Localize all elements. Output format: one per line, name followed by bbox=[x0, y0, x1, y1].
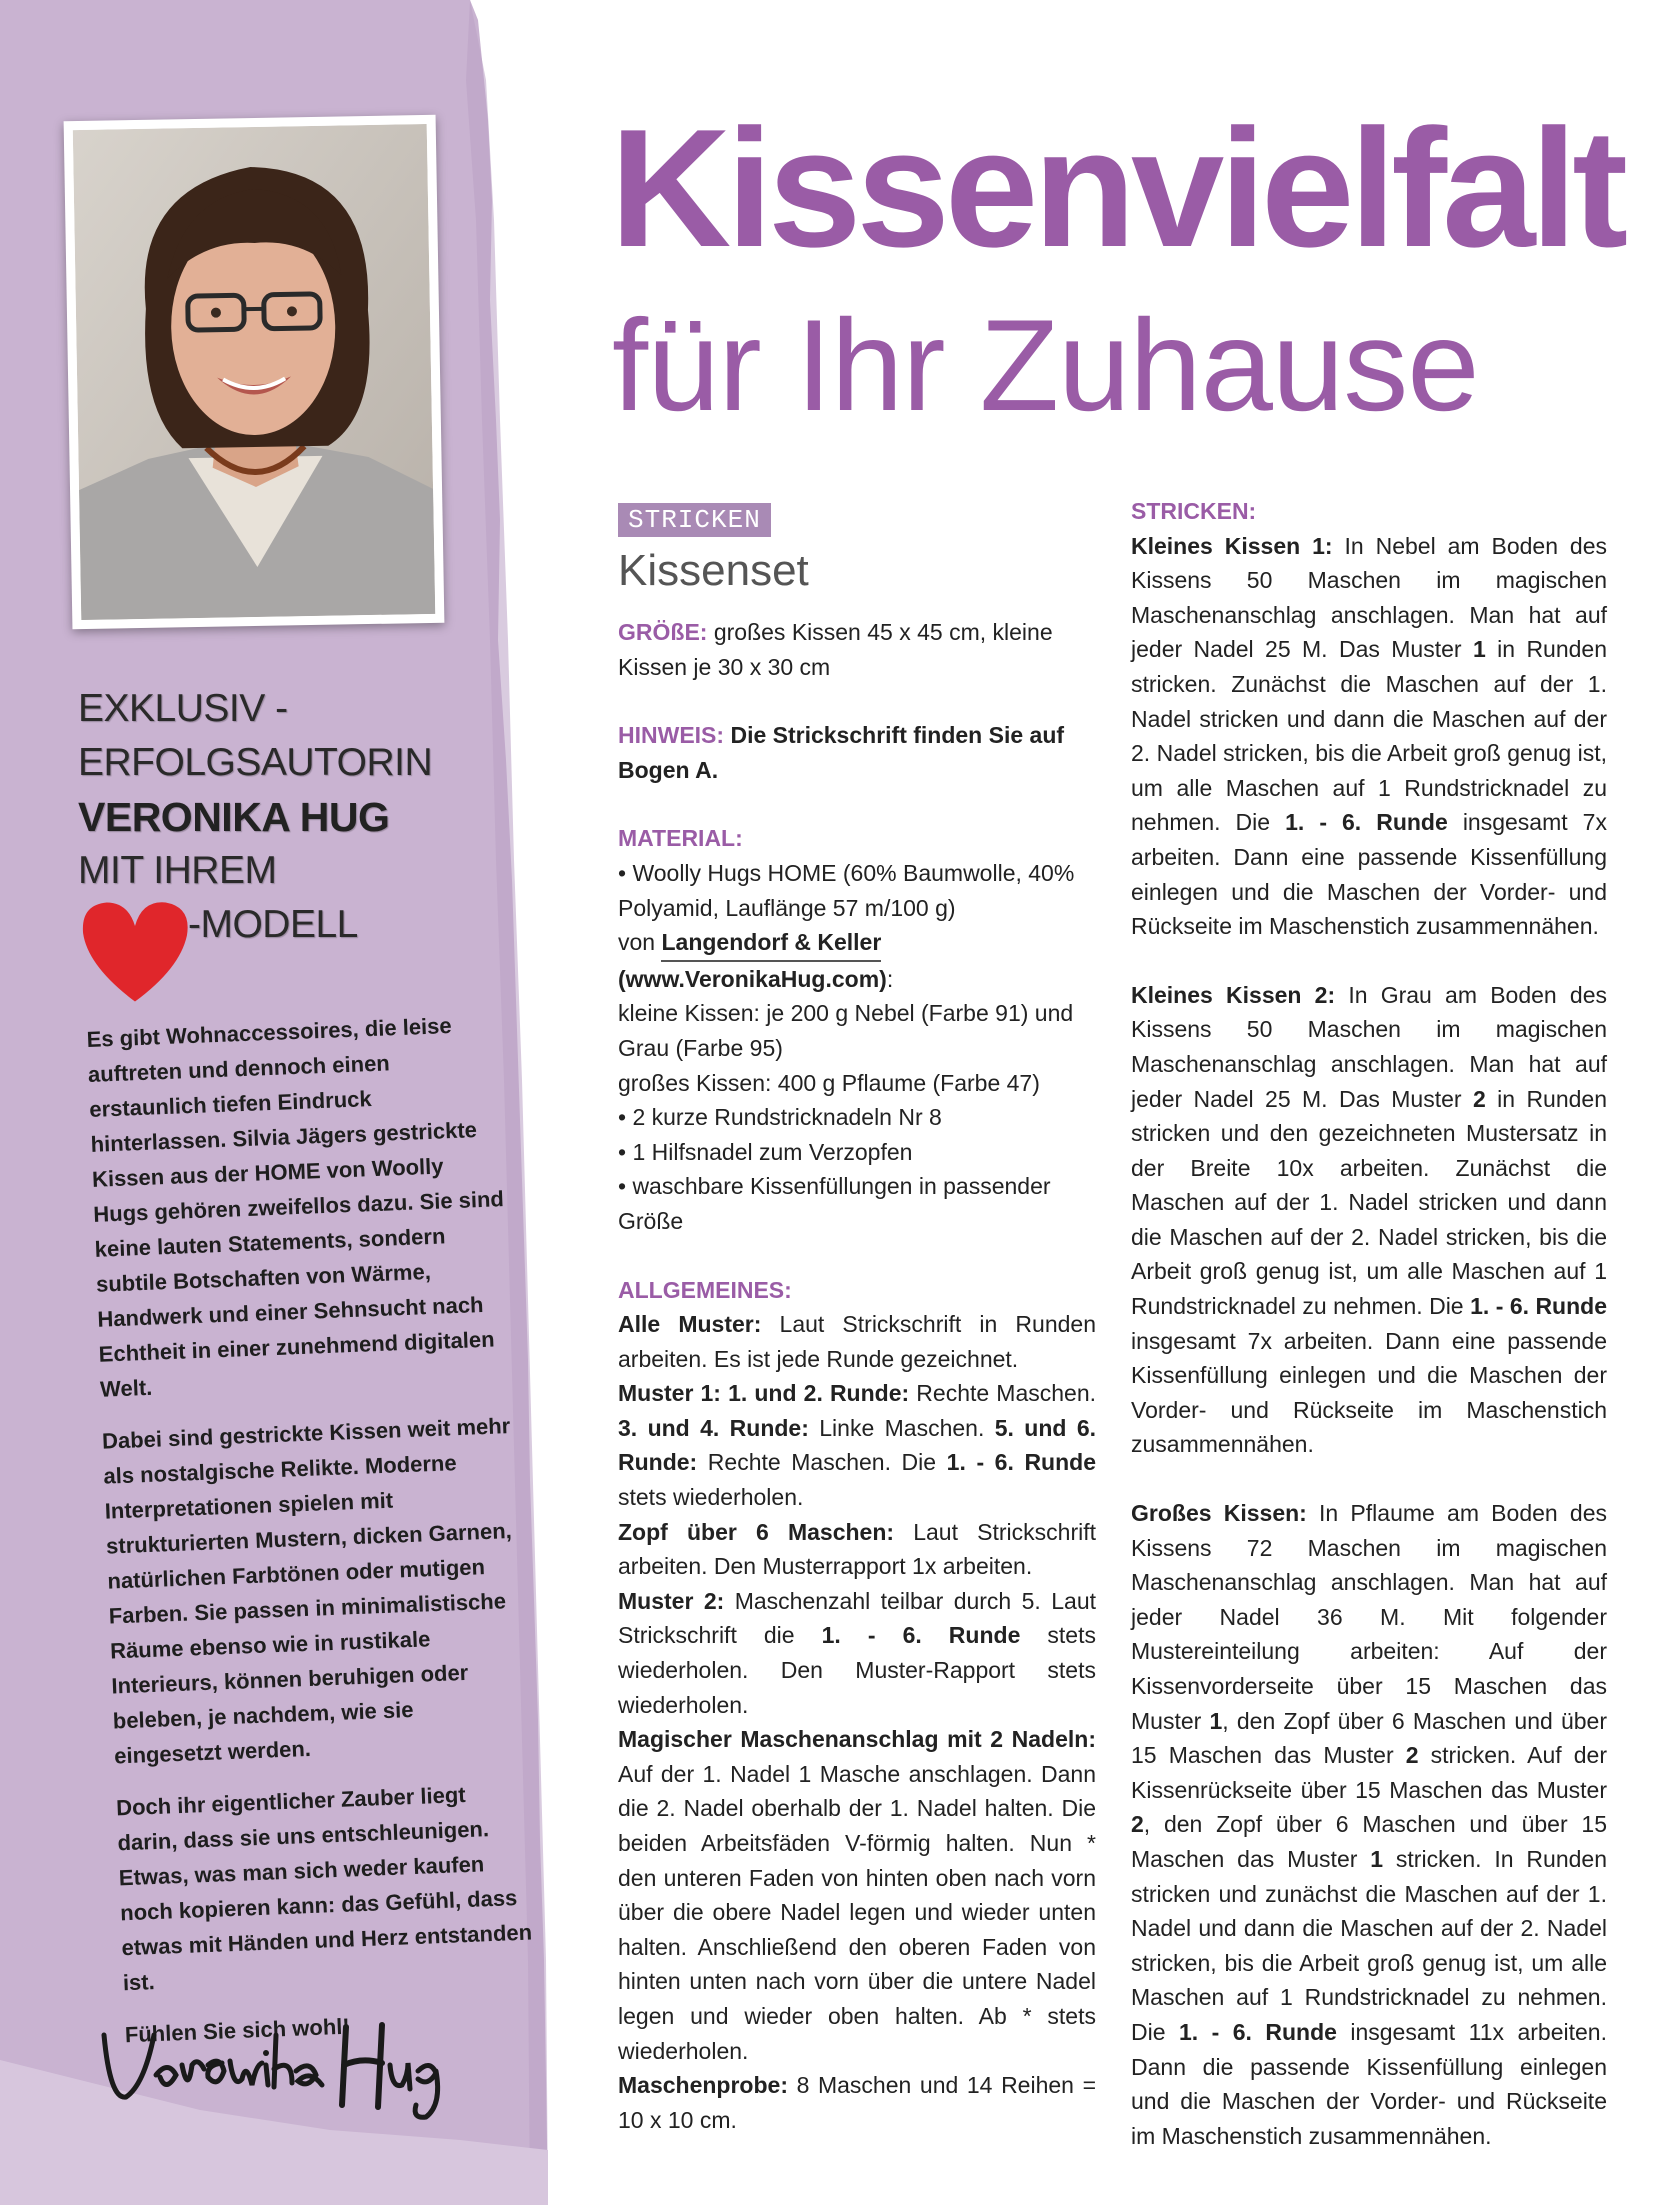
grosses-kissen-text: , den Zopf über 6 Maschen und über 15 Maschen das Muster bbox=[1131, 1811, 1607, 1872]
material-item: • 2 kurze Rundstricknadeln Nr 8 bbox=[618, 1104, 942, 1131]
intro-paragraph: Doch ihr eigentlicher Zauber liegt darin, dass sie uns entschleunigen. Etwas, was man sich weder kaufen noch kopieren kann: das Gefühl, dass etwas mit Händen und Herz entstanden ist. bbox=[115, 1782, 533, 1996]
intro-paragraph: Dabei sind gestrickte Kissen weit mehr als nostalgische Relikte. Moderne Interpretationen spielen mit strukturierten Mustern, dicken Garnen, natürlichen Farbtönen oder mutigen Farben. Sie passen in minimalistische Räume ebenso wie in rustikale Interieurs, können beruhigen oder beleben, je nachdem, wie sie eingesetzt werden. bbox=[101, 1413, 513, 1769]
zopf-label: Zopf über 6 Maschen: bbox=[618, 1518, 895, 1545]
page-title: Kissenvielfalt bbox=[610, 94, 1624, 282]
exklusiv-label: EXKLUSIV - bbox=[78, 687, 288, 730]
zopf-text: Laut Strickschrift arbeiten. Den Musterrapport 1x arbeiten. bbox=[618, 1518, 1096, 1580]
grosses-kissen-text: In Pflaume am Boden des Kissens 72 Maschen im magischen Maschenanschlag anschlagen. Man hat auf jeder Nadel 36 M. Mit folgender Mustereinteilung arbeiten: Auf der Kissenvorderseite über 15 Maschen das Muster bbox=[1131, 1500, 1607, 1734]
page-subtitle: für Ihr Zuhause bbox=[612, 292, 1479, 438]
grosses-kissen-label: Großes Kissen: bbox=[1131, 1500, 1307, 1527]
material-colon: : bbox=[886, 965, 894, 992]
groesse-label: GRÖßE: bbox=[618, 619, 708, 645]
kleines-kissen-1-paragraph bbox=[1131, 529, 1607, 944]
material-label: MATERIAL: bbox=[618, 825, 743, 852]
kleines-kissen-2-paragraph bbox=[1131, 978, 1607, 1462]
alle-muster-text: Laut Strickschrift in Runden arbeiten. Es ist jede Runde gezeichnet. bbox=[618, 1311, 1097, 1372]
hinweis-label: HINWEIS: bbox=[618, 722, 725, 749]
author-name: VERONIKA HUG bbox=[78, 794, 390, 840]
grosses-kissen-label: 1 bbox=[1209, 1707, 1223, 1734]
intro-closing: Fühlen Sie sich wohl! bbox=[124, 2013, 351, 2048]
material-brand-line bbox=[618, 925, 1096, 962]
muster-2-text: Maschenzahl teilbar durch 5. Laut Strickschrift die bbox=[618, 1587, 1097, 1649]
grosses-kissen-label: 2 bbox=[1405, 1742, 1419, 1769]
grosses-kissen-text: stricken. In Runden stricken und zunächst die Maschen auf der 1. Nadel und dann die Maschen auf der 2. Nadel stricken, bis die Arbeit groß genug ist, um alle Maschen auf 1 Rundstricknadel zu nehmen. Die bbox=[1131, 1845, 1607, 2045]
muster-1-paragraph bbox=[618, 1376, 1096, 1514]
section-subtitle: Kissenset bbox=[618, 546, 809, 595]
grosses-kissen-text: insgesamt 11x arbeiten. Dann die passende Kissenfüllung einlegen und die Maschen der Vorder- und Rückseite im Maschenstich zusammennähen. bbox=[1131, 2018, 1607, 2149]
muster-2-text: stets wiederholen. Den Muster-Rapport stets wiederholen. bbox=[618, 1622, 1096, 1718]
author-heading bbox=[78, 682, 508, 998]
grosses-kissen-text: stricken. Auf der Kissenrückseite über 15 Maschen das Muster bbox=[1131, 1742, 1607, 1803]
instructions-column-1 bbox=[618, 502, 1096, 2137]
material-url: (www.VeronikaHug.com) bbox=[618, 965, 887, 992]
stricken-label: STRICKEN: bbox=[1131, 498, 1257, 524]
material-item: großes Kissen: 400 g Pflaume (Farbe 47) bbox=[618, 1069, 1040, 1096]
kleines-kissen-2-text: in Runden stricken und den gezeichneten Mustersatz in der Breite 10x arbeiten. Zunächst die Maschen auf der 1. Nadel stricken und dann die Maschen auf der 2. Nadel stricken, bis die Arbeit groß genug ist, um alle Maschen auf 1 Rundstricknadel zu nehmen. Die bbox=[1131, 1085, 1608, 1320]
magischer-anschlag-label: Magischer Maschenanschlag mit 2 Nadeln: bbox=[618, 1726, 1096, 1753]
kleines-kissen-1-text: in Runden stricken. Zunächst die Maschen auf der 1. Nadel stricken und dann die Maschen auf der 2. Nadel stricken, bis die Arbeit groß genug ist, um alle Maschen auf 1 Rundstricknadel zu nehmen. Die bbox=[1131, 636, 1608, 836]
kleines-kissen-2-label: Kleines Kissen 2: bbox=[1131, 981, 1336, 1008]
material-item: • 1 Hilfsnadel zum Verzopfen bbox=[618, 1138, 913, 1165]
kleines-kissen-2-label: 2 bbox=[1472, 1085, 1486, 1112]
grosses-kissen-label: 1 bbox=[1370, 1845, 1384, 1872]
section-tag: STRICKEN bbox=[618, 503, 771, 537]
grosses-kissen-label: 1. - 6. Runde bbox=[1178, 2018, 1337, 2045]
kleines-kissen-1-label: Kleines Kissen 1: bbox=[1131, 532, 1333, 559]
muster-2-label: Muster 2: bbox=[618, 1587, 725, 1614]
zopf-paragraph bbox=[618, 1515, 1096, 1584]
groesse-text: großes Kissen 45 x 45 cm, kleine Kissen je 30 x 30 cm bbox=[618, 619, 1053, 680]
muster-2-paragraph bbox=[618, 1584, 1096, 1722]
muster-1-text: Rechte Maschen. bbox=[909, 1380, 1096, 1407]
author-photo bbox=[64, 115, 445, 629]
grosses-kissen-text: , den Zopf über 6 Maschen und über 15 Maschen das Muster bbox=[1131, 1707, 1608, 1769]
maschenprobe-text: 8 Maschen und 14 Reihen = 10 x 10 cm. bbox=[618, 2072, 1096, 2133]
kleines-kissen-1-text: insgesamt 7x arbeiten. Dann eine passende Kissenfüllung einlegen und die Maschen der Vorder- und Rückseite im Maschenstich zusammennähen. bbox=[1131, 809, 1607, 940]
erfolgsautorin-label: ERFOLGSAUTORIN bbox=[78, 741, 433, 784]
modell-label: -MODELL bbox=[188, 903, 358, 946]
material-item: kleine Kissen: je 200 g Nebel (Farbe 91) und Grau (Farbe 95) bbox=[618, 1000, 1074, 1061]
material-item: • Woolly Hugs HOME (60% Baumwolle, 40% Polyamid, Lauflänge 57 m/100 g) bbox=[618, 859, 1075, 921]
mit-ihrem-label: MIT IHREM bbox=[78, 849, 277, 892]
grosses-kissen-label: 2 bbox=[1131, 1811, 1144, 1838]
heart-modell-row bbox=[78, 898, 508, 998]
material-url-line bbox=[618, 962, 1096, 997]
muster-1-label: 3. und 4. Runde: bbox=[618, 1414, 809, 1441]
kleines-kissen-2-text: insgesamt 7x arbeiten. Dann eine passende Kissenfüllung einlegen und die Maschen der Vorder- und Rückseite im Maschenstich zusammennähen. bbox=[1131, 1327, 1607, 1458]
maschenprobe-paragraph bbox=[618, 2068, 1096, 2137]
kleines-kissen-2-text: In Grau am Boden des Kissens 50 Maschen im magischen Maschenanschlag anschlagen. Man hat auf jeder Nadel 25 M. Das Muster bbox=[1131, 981, 1607, 1112]
heart-icon bbox=[76, 892, 194, 1012]
kleines-kissen-1-label: 1. - 6. Runde bbox=[1285, 809, 1448, 836]
kleines-kissen-2-label: 1. - 6. Runde bbox=[1470, 1293, 1607, 1320]
alle-muster-paragraph bbox=[618, 1307, 1096, 1376]
intro-text bbox=[86, 1006, 538, 2069]
muster-1-text: Rechte Maschen. Die bbox=[697, 1449, 947, 1476]
alle-muster-label: Alle Muster: bbox=[618, 1311, 762, 1338]
muster-1-text: Linke Maschen. bbox=[808, 1414, 995, 1441]
hinweis-text: Die Strickschrift finden Sie auf Bogen A. bbox=[618, 722, 1065, 783]
instructions-column-2 bbox=[1131, 494, 1607, 2153]
groesse-paragraph bbox=[618, 615, 1096, 684]
kleines-kissen-1-text: In Nebel am Boden des Kissens 50 Maschen im magischen Maschenanschlag anschlagen. Man hat auf jeder Nadel 25 M. Das Muster bbox=[1131, 532, 1607, 663]
muster-1-text: stets wiederholen. bbox=[618, 1484, 804, 1511]
magischer-anschlag-paragraph bbox=[618, 1722, 1096, 2068]
hinweis-paragraph bbox=[618, 718, 1096, 787]
kleines-kissen-1-label: 1 bbox=[1472, 636, 1486, 663]
grosses-kissen-paragraph bbox=[1131, 1496, 1607, 2153]
intro-paragraph: Es gibt Wohnaccessoires, die leise auftreten und dennoch einen erstaunlich tiefen Eindruck hinterlassen. Silvia Jägers gestrickte Kissen aus der HOME von Woolly Hugs gehören zweifellos dazu. Sie sind keine lauten Statements, sondern subtile Botschaften von Wärme, Handwerk und einer Sehnsucht nach Echtheit in einer zunehmend digitalen Welt. bbox=[86, 1012, 505, 1402]
material-von: von bbox=[618, 929, 656, 956]
allgemeines-label: ALLGEMEINES: bbox=[618, 1276, 792, 1303]
maschenprobe-label: Maschenprobe: bbox=[618, 2072, 788, 2099]
signature bbox=[96, 2005, 456, 2125]
material-brand: Langendorf & Keller bbox=[661, 925, 881, 962]
muster-1-label: 5. und 6. Runde: bbox=[618, 1414, 1097, 1476]
material-item: • waschbare Kissenfüllungen in passender Größe bbox=[618, 1173, 1051, 1234]
muster-2-label: 1. - 6. Runde bbox=[821, 1622, 1021, 1649]
magischer-anschlag-text: Auf der 1. Nadel 1 Masche anschlagen. Dann die 2. Nadel oberhalb der 1. Nadel halten. Die beiden Arbeitsfäden V-förmig halten. Nun * den unteren Faden von hinten oben nach vorn über die obere Nadel legen und wieder unten halten. Anschließend den oberen Faden von hinten unten nach vorn über die untere Nadel legen und wieder oben halten. Ab * stets wiederholen. bbox=[618, 1760, 1096, 2064]
muster-1-label: 1. - 6. Runde bbox=[946, 1449, 1096, 1476]
muster-1-label: Muster 1: 1. und 2. Runde: bbox=[618, 1380, 910, 1407]
